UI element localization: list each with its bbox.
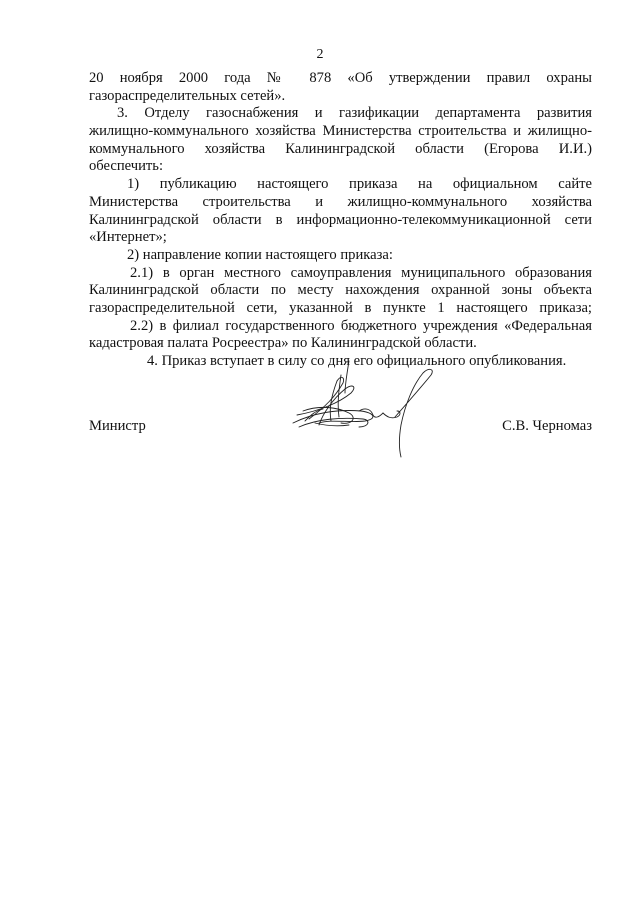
item-3-line: жилищно-коммунального хозяйства Министерства строительства и жилищно- xyxy=(89,123,592,140)
handwritten-signature xyxy=(279,353,449,473)
signatory-title: Министр xyxy=(89,418,146,434)
signature-block xyxy=(89,413,592,473)
item-3-2-1-line: 2.1) в орган местного самоуправления муниципального образования xyxy=(130,264,592,281)
paragraph-continuation-line: газораспределительных сетей». xyxy=(89,87,286,104)
item-3-line: 3. Отделу газоснабжения и газификации департамента развития xyxy=(117,105,592,122)
item-3-1-line: 1) публикацию настоящего приказа на официальном сайте xyxy=(127,176,592,193)
item-3-line: коммунального хозяйства Калининградской области (Егорова И.И.) xyxy=(89,140,592,157)
item-3-2-line: 2) направление копии настоящего приказа: xyxy=(127,246,393,263)
item-3-2-2-line: кадастровая палата Росреестра» по Калининградской области. xyxy=(89,335,477,352)
item-3-1-line: Министерства строительства и жилищно-коммунального хозяйства xyxy=(89,193,592,210)
page-number: 2 xyxy=(316,47,324,62)
signatory-name: С.В. Черномаз xyxy=(502,418,592,434)
item-3-2-1-line: газораспределительной сети, указанной в пункте 1 настоящего приказа; xyxy=(89,299,592,316)
item-3-1-line: «Интернет»; xyxy=(89,229,167,246)
item-3-2-1-line: Калининградской области по месту нахождения охранной зоны объекта xyxy=(89,282,592,299)
item-3-2-2-line: 2.2) в филиал государственного бюджетного учреждения «Федеральная xyxy=(130,317,592,334)
item-4-line: 4. Приказ вступает в силу со дня его официального опубликования. xyxy=(147,353,567,369)
item-3-line: обеспечить: xyxy=(89,158,164,175)
paragraph-continuation-line: 20 ноября 2000 года № 878 «Об утверждении правил охраны xyxy=(89,70,592,86)
item-3-1-line: Калининградской области в информационно-телекоммуникационной сети xyxy=(89,211,592,228)
document-body xyxy=(89,70,592,371)
